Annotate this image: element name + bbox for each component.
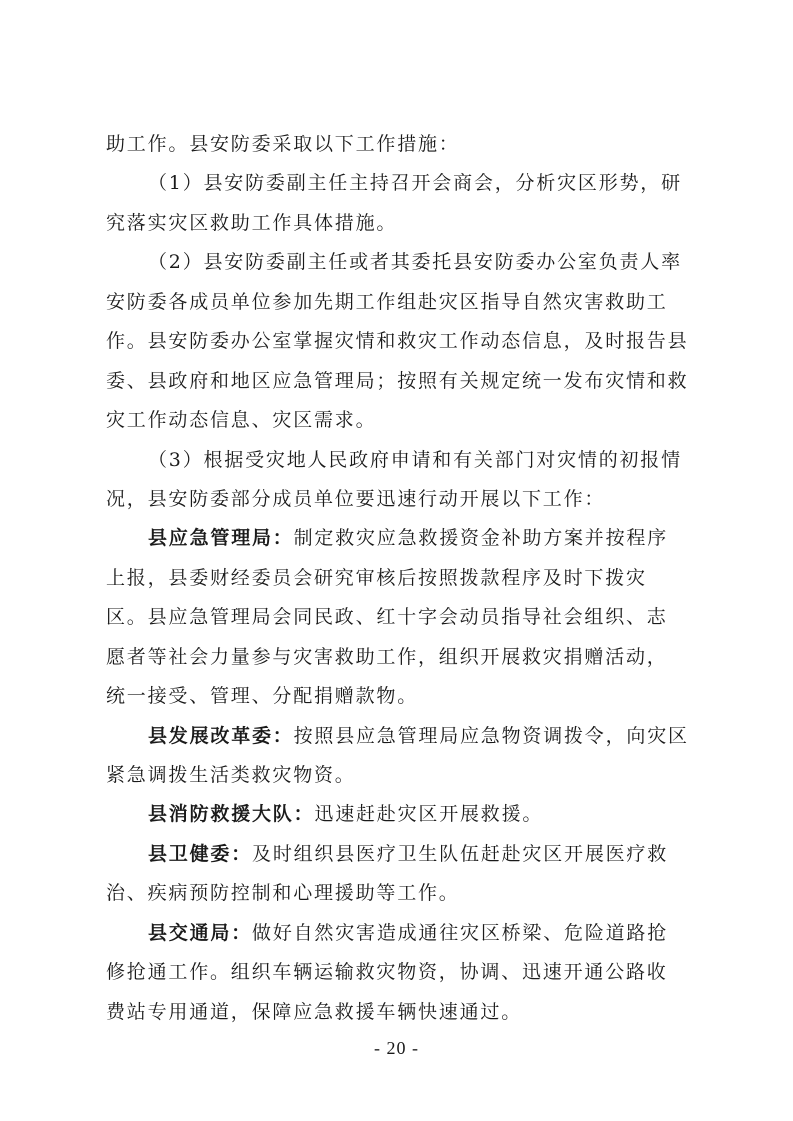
dept-label: 县应急管理局：: [148, 527, 294, 550]
body-text: [106, 125, 706, 1032]
text-line: 究落实灾区救助工作具体措施。: [106, 211, 398, 234]
text-line: 安防委各成员单位参加先期工作组赴灾区指导自然灾害救助工: [106, 290, 668, 313]
text-line: （2）县安防委副主任或者其委托县安防委办公室负责人率: [148, 251, 682, 274]
dept-label: 县消防救援大队：: [148, 803, 315, 826]
text-line: 区。县应急管理局会同民政、红十字会动员指导社会组织、志: [106, 606, 668, 629]
text-line: 助工作。县安防委采取以下工作措施：: [106, 133, 460, 155]
text-line: 治、疾病预防控制和心理援助等工作。: [106, 882, 460, 905]
text-line: 县应急管理局：制定救灾应急救援资金补助方案并按程序: [148, 527, 669, 550]
text-line: 统一接受、管理、分配捐赠款物。: [106, 685, 419, 708]
text-line: 况，县安防委部分成员单位要迅速行动开展以下工作：: [106, 487, 606, 510]
text-line: 委、县政府和地区应急管理局；按照有关规定统一发布灾情和救: [106, 369, 689, 392]
text-line: （3）根据受灾地人民政府申请和有关部门对灾情的初报情: [148, 448, 682, 471]
text-line: 紧急调拨生活类救灾物资。: [106, 764, 356, 786]
text-line: 灾工作动态信息、灾区需求。: [106, 409, 377, 432]
text-line: 作。县安防委办公室掌握灾情和救灾工作动态信息，及时报告县: [106, 330, 689, 353]
text-line: （1）县安防委副主任主持召开会商会，分析灾区形势，研: [148, 172, 682, 195]
text-line: 县卫健委：及时组织县医疗卫生队伍赶赴灾区开展医疗救: [148, 842, 669, 865]
page-number: - 20 -: [374, 1038, 419, 1058]
text-line: 愿者等社会力量参与灾害救助工作，组织开展救灾捐赠活动，: [106, 645, 668, 668]
text-line: 修抢通工作。组织车辆运输救灾物资，协调、迅速开通公路收: [106, 961, 668, 984]
text-line: 县消防救援大队：迅速赶赴灾区开展救援。: [148, 803, 544, 826]
text-line: 费站专用通道，保障应急救援车辆快速通过。: [106, 1000, 523, 1023]
dept-label: 县卫健委：: [148, 842, 253, 865]
dept-label: 县交通局：: [148, 921, 253, 944]
dept-label: 县发展改革委：: [148, 724, 294, 747]
text-line: 县发展改革委：按照县应急管理局应急物资调拨令，向灾区: [148, 724, 689, 747]
text-line: 县交通局：做好自然灾害造成通往灾区桥梁、危险道路抢: [148, 921, 669, 944]
text-line: 上报，县委财经委员会研究审核后按照拨款程序及时下拨灾: [106, 566, 647, 589]
